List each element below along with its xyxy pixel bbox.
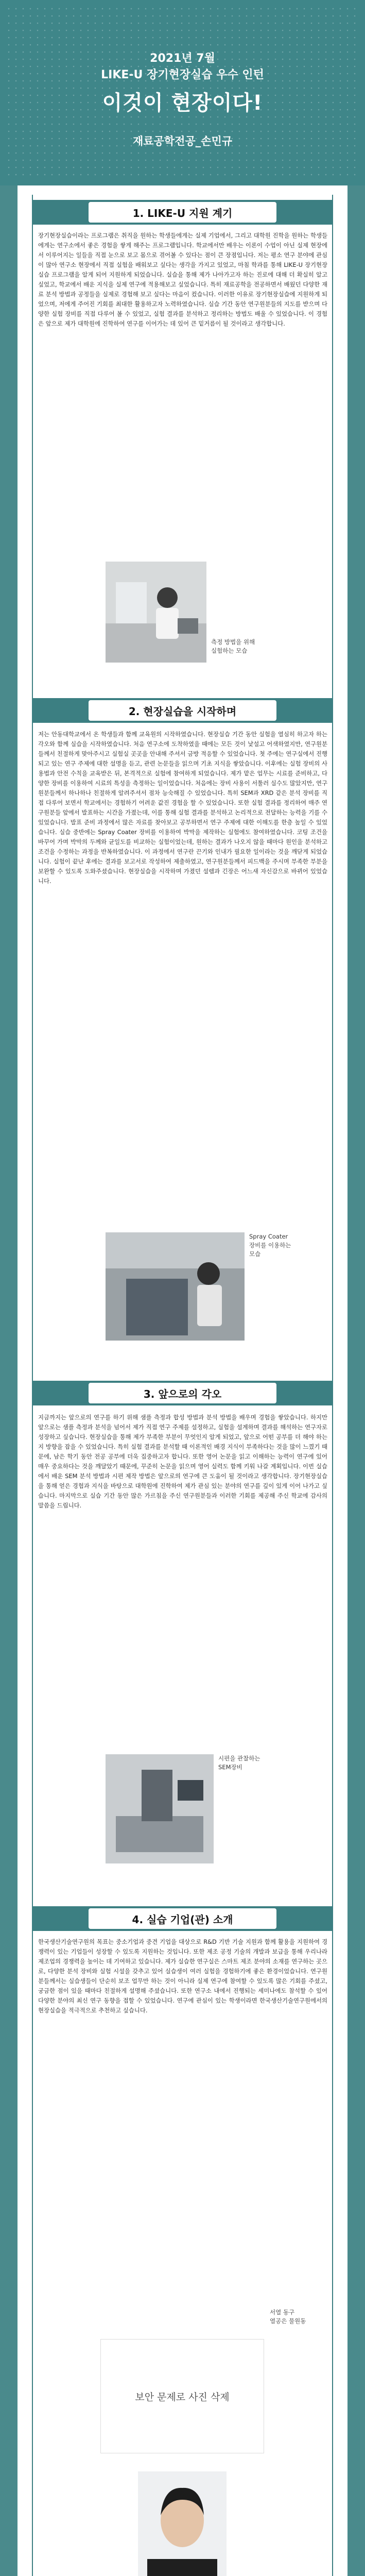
section-1-heading: 1. LIKE-U 지원 계기	[88, 201, 277, 224]
header-banner	[0, 0, 365, 185]
section-1-photo	[106, 562, 206, 663]
portrait-illustration	[138, 2471, 227, 2576]
section-1-body: 장기현장실습이라는 프로그램은 취직을 원하는 학생들에게는 실제 기업에서, 그리고 대학원 진학을 원하는 학생들에게는 연구소에서 좋은 경험을 쌓게 해주는 프로그램입니다. 학교에서만 배우는 이론이 수업이 아닌 실제 현장에서 이루어지는 일들을 직접 눈으로 보고 몸으로 겪어볼 수 있다는 점이 큰 장점입니다. 저는 평소 연구 분야에 관심이 많아 연구소 현장에서 직접 실험을 배워보고 싶다는 생각을 가지고 있었고, 마침 학과를 통해 LIKE-U 장기현장실습 프로그램을 알게 되어 지원하게 되었습니다. 실습을 통해 제가 나아가고자 하는 진로에 대해 더 확실히 알고 싶었고, 학교에서 배운 지식을 실제 연구에 적용해보고 싶었습니다. 특히 재료공학을 전공하면서 배웠던 다양한 재료 분석 방법과 공정들을 실제로 경험해 보고 싶다는 마음이 컸습니다. 이러한 이유로 장기현장실습에 지원하게 되었으며, 저에게 주어진 기회를 최대한 활용하고자 노력하였습니다. 실습 기간 동안 연구원분들의 지도를 받으며 다양한 실험 장비를 직접 다루어 볼 수 있었고, 실험 결과를 분석하고 정리하는 방법도 배울 수 있었습니다. 이 경험은 앞으로 제가 대학원에 진학하여 연구를 이어가는 데 있어 큰 밑거름이 될 것이라고 생각합니다.	[38, 232, 327, 327]
section-4-body: 한국생산기술연구원의 목표는 중소기업과 중견 기업을 대상으로 R&D 기반 기술 지원과 함께 활용을 지원하여 경쟁력이 있는 기업들이 성장할 수 있도록 지원하는 것입니다. 또한 제조 공정 기술의 개발과 보급을 통해 우리나라 제조업의 경쟁력을 높이는 데 기여하고 있습니다. 제가 실습한 연구실은 스마트 제조 분야의 소재를 연구하는 곳으로, 다양한 분석 장비와 실험 시설을 갖추고 있어 실습생이 여러 실험을 경험하기에 좋은 환경이었습니다. 연구원분들께서는 실습생들이 단순히 보조 업무만 하는 것이 아니라 실제 연구에 참여할 수 있도록 많은 기회를 주셨고, 궁금한 점이 있을 때마다 친절하게 설명해 주셨습니다. 또한 연구소 내에서 진행되는 세미나에도 참석할 수 있어 다양한 분야의 최신 연구 동향을 접할 수 있었습니다. 연구에 관심이 있는 학생이라면 한국생산기술연구원에서의 현장실습을 적극적으로 추천하고 싶습니다.	[38, 1938, 327, 2014]
lab-photo-illustration	[106, 562, 206, 663]
author-name: 재료공학전공_손민규	[132, 135, 233, 147]
header-date: 2021년 7월	[150, 52, 215, 65]
section-3-photo	[106, 1754, 214, 1863]
section-2-caption: Spray Coater 장비를 이용하는 모습	[249, 1233, 291, 1258]
section-2-heading: 2. 현장실습을 시작하며	[88, 699, 277, 722]
section-4-heading: 4. 실습 기업(관) 소개	[88, 1907, 277, 1930]
spray-coater-photo	[106, 1232, 245, 1341]
section-1-caption: 측정 방법을 위해 실험하는 모습	[211, 638, 255, 654]
header-program: LIKE-U 장기현장실습 우수 인턴	[101, 69, 264, 81]
section-3-heading: 3. 앞으로의 각오	[88, 1382, 277, 1404]
intern-portrait	[138, 2471, 227, 2576]
section-4-caption: 서열 동구 열공은 물원동	[270, 2309, 306, 2325]
sem-equipment-photo	[106, 1754, 214, 1863]
section-3-body: 지금까지는 앞으로의 연구를 하기 위해 샘플 측정과 합성 방법과 분석 방법을 배우며 경험을 쌓았습니다. 하지만 앞으로는 샘플 측정과 분석을 넘어서 제가 직접 연구 주제를 설정하고, 실험을 설계하며 결과를 해석하는 연구자로 성장하고 싶습니다. 현장실습을 통해 제가 부족한 부분이 무엇인지 알게 되었고, 앞으로 어떤 공부를 더 해야 하는지 방향을 잡을 수 있었습니다. 특히 실험 결과를 분석할 때 이론적인 배경 지식이 부족하다는 것을 많이 느꼈기 때문에, 남은 학기 동안 전공 공부에 더욱 집중하고자 합니다. 또한 영어 논문을 읽고 이해하는 능력이 연구에 있어 매우 중요하다는 것을 깨달았기 때문에, 꾸준히 논문을 읽으며 영어 실력도 함께 키워 나갈 계획입니다. 이번 실습에서 배운 SEM 분석 방법과 시편 제작 방법은 앞으로의 연구에 큰 도움이 될 것이라고 생각합니다. 장기현장실습을 통해 얻은 경험과 지식을 바탕으로 대학원에 진학하여 제가 관심 있는 분야의 연구를 깊이 있게 이어 나가고 싶습니다. 마지막으로 실습 기간 동안 많은 가르침을 주신 연구원분들과 이러한 기회를 제공해 주신 학교에 감사의 말씀을 드립니다.	[38, 1414, 327, 1509]
page-title: 이것이 현장이다!	[102, 91, 263, 115]
removed-photo-card: 보안 문제로 사진 삭제	[100, 2339, 264, 2453]
frame-right-line	[332, 195, 333, 2576]
section-2-body: 저는 안동대학교에서 온 학생들과 함께 교육원의 시작하였습니다. 현장실습 기간 동안 실험을 열심히 하고자 하는 각오와 함께 실습을 시작하였습니다. 처음 연구소에 도착하였을 때에는 모든 것이 낯설고 어색하였지만, 연구원분들께서 친절하게 맞아주시고 실험실 곳곳을 안내해 주셔서 금방 적응할 수 있었습니다. 첫 주에는 연구실에서 진행되고 있는 연구 주제에 대한 설명을 듣고, 관련 논문들을 읽으며 기초 지식을 쌓았습니다. 이후에는 실험 장비의 사용법과 안전 수칙을 교육받은 뒤, 본격적으로 실험에 참여하게 되었습니다. 제가 맡은 업무는 시료를 준비하고, 다양한 장비를 이용하여 시료의 특성을 측정하는 일이었습니다. 처음에는 장비 사용이 서툴러 실수도 많았지만, 연구원분들께서 하나하나 친절하게 알려주셔서 점차 능숙해질 수 있었습니다. 특히 SEM과 XRD 같은 분석 장비를 직접 다루어 보면서 학교에서는 경험하기 어려운 값진 경험을 할 수 있었습니다. 또한 실험 결과를 정리하여 매주 연구원분들 앞에서 발표하는 시간을 가졌는데, 이를 통해 실험 결과를 분석하고 논리적으로 전달하는 능력을 기를 수 있었습니다. 발표 준비 과정에서 많은 자료를 찾아보고 공부하면서 연구 주제에 대한 이해도를 한층 높일 수 있었습니다. 실습 중반에는 Spray Coater 장비를 이용하여 박막을 제작하는 실험에도 참여하였습니다. 코팅 조건을 바꾸어 가며 박막의 두께와 균일도를 비교하는 실험이었는데, 원하는 결과가 나오지 않을 때마다 원인을 분석하고 조건을 수정하는 과정을 반복하였습니다. 이 과정에서 연구란 끈기와 인내가 필요한 일이라는 것을 깨닫게 되었습니다. 실험이 끝난 후에는 결과를 보고서로 작성하여 제출하였고, 연구원분들께서 피드백을 주시며 부족한 부분을 보완할 수 있도록 도와주셨습니다. 현장실습을 시작하며 가졌던 설렘과 긴장은 어느새 자신감으로 바뀌어 있었습니다.	[38, 731, 327, 885]
section-3-caption: 시편을 관찰하는 SEM장비	[218, 1755, 260, 1771]
section-2-photo	[106, 1232, 245, 1341]
